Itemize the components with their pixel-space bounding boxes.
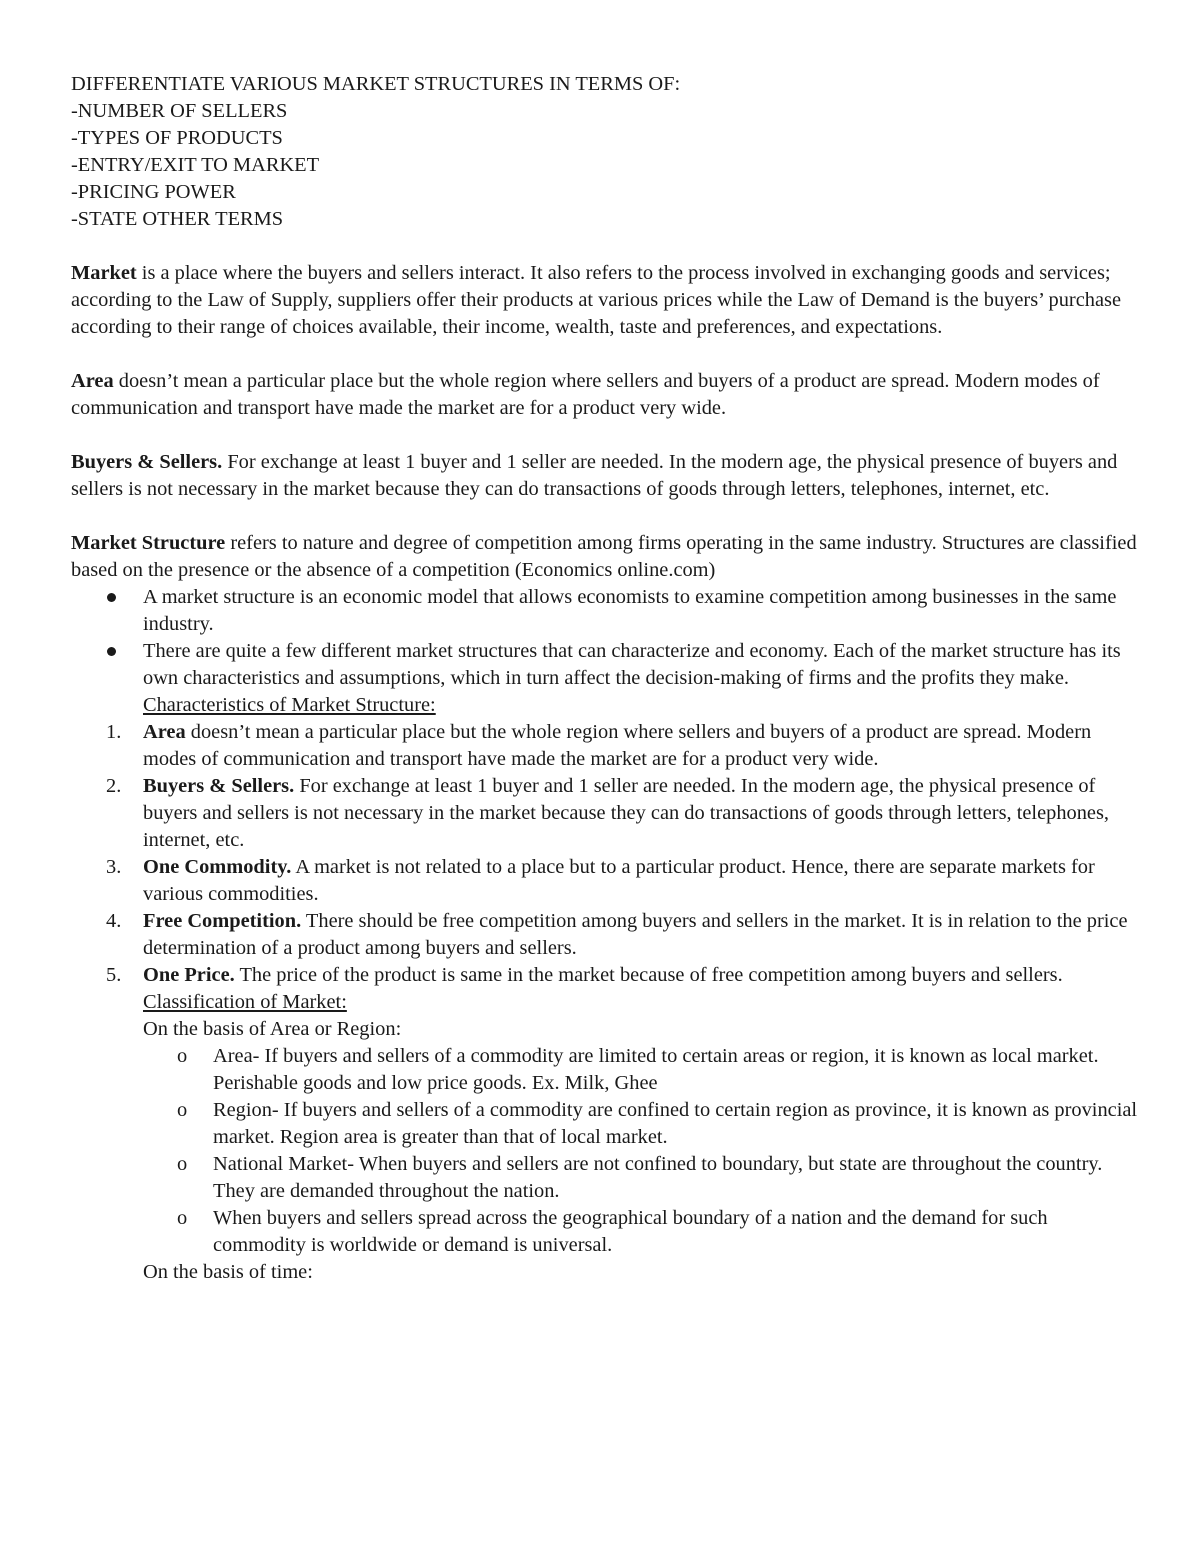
classification-item: o When buyers and sellers spread across the geographical boundary of a nation and the demand for such commodity is worldwide or demand is universal. — [177, 1207, 1048, 1256]
market-term: Market — [71, 262, 137, 284]
market-structure-term: Market Structure — [71, 532, 226, 554]
area-term: Area — [71, 370, 114, 392]
market-structure-paragraph — [71, 530, 1140, 584]
header-block — [71, 71, 1140, 233]
buyers-sellers-term: Buyers & Sellers. — [71, 451, 223, 473]
basis-time-label: On the basis of time: — [143, 1261, 313, 1283]
bullet-item: A market structure is an economic model that allows economists to examine competition among businesses in the same industry. — [71, 584, 1140, 638]
characteristics-item: 3. One Commodity. A market is not related to a place but to a particular product. Hence, there are separate markets for various commodities. — [106, 856, 1095, 905]
buyers-sellers-paragraph — [71, 449, 1140, 503]
header-item: -ENTRY/EXIT TO MARKET — [71, 154, 320, 176]
circle-bullet-icon: o — [177, 1045, 188, 1067]
characteristics-heading: Characteristics of Market Structure: — [143, 694, 436, 716]
circle-bullet-icon: o — [177, 1207, 188, 1229]
classification-list — [71, 1043, 1140, 1259]
document-title: DIFFERENTIATE VARIOUS MARKET STRUCTURES IN TERMS OF: — [71, 73, 681, 95]
characteristics-item: 5. One Price. The price of the product is same in the market because of free competition among buyers and sellers. — [106, 964, 1063, 986]
area-paragraph — [71, 368, 1140, 422]
classification-heading: Classification of Market: — [143, 991, 347, 1013]
classification-item: o National Market- When buyers and sellers are not confined to boundary, but state are throughout the country. They are demanded throughout the nation. — [177, 1153, 1103, 1202]
classification-item: o Area- If buyers and sellers of a commodity are limited to certain areas or region, it is known as local market. Perishable goods and low price goods. Ex. Milk, Ghee — [177, 1045, 1099, 1094]
circle-bullet-icon: o — [177, 1153, 188, 1175]
characteristics-item: 1. Area doesn’t mean a particular place but the whole region where sellers and buyers of a product are spread. Modern modes of communication and transport have made the market are for a product very wide. — [106, 721, 1092, 770]
bullet-dot-icon — [107, 647, 116, 656]
classification-item: o Region- If buyers and sellers of a commodity are confined to certain region as province, it is known as provincial market. Region area is greater than that of local market. — [177, 1099, 1138, 1148]
buyers-sellers-text: For exchange at least 1 buyer and 1 seller are needed. In the modern age, the physical presence of buyers and sellers is not necessary in the market because they can do transactions of goods through letters, telephones, internet, etc. — [71, 451, 1118, 500]
header-item: -NUMBER OF SELLERS — [71, 100, 288, 122]
header-item: -TYPES OF PRODUCTS — [71, 127, 283, 149]
circle-bullet-icon: o — [177, 1099, 188, 1121]
header-item: -STATE OTHER TERMS — [71, 208, 284, 230]
characteristics-list — [71, 719, 1140, 989]
market-paragraph — [71, 260, 1140, 341]
header-item: -PRICING POWER — [71, 181, 236, 203]
characteristics-item: 2. Buyers & Sellers. For exchange at least 1 buyer and 1 seller are needed. In the modern age, the physical presence of buyers and sellers is not necessary in the market because they can do transactions of goods through letters, telephones, internet, etc. — [106, 775, 1110, 851]
basis-area-label: On the basis of Area or Region: — [143, 1018, 402, 1040]
market-text: is a place where the buyers and sellers interact. It also refers to the process involved in exchanging goods and services; according to the Law of Supply, suppliers offer their products at various prices while the Law of Demand is the buyers’ purchase according to their range of choices available, their income, wealth, taste and preferences, and expectations. — [71, 262, 1121, 338]
market-structure-text: refers to nature and degree of competition among firms operating in the same industry. Structures are classified based on the presence or the absence of a competition (Economics online.com) — [71, 532, 1137, 581]
bullet-dot-icon — [107, 593, 116, 602]
area-text: doesn’t mean a particular place but the whole region where sellers and buyers of a product are spread. Modern modes of communication and transport have made the market are for a product very wide. — [71, 370, 1100, 419]
bullet-item: There are quite a few different market structures that can characterize and economy. Each of the market structure has its own characteristics and assumptions, which in turn affect the decision-making of firms and the profits they make. — [71, 638, 1140, 692]
market-structure-bullets — [71, 584, 1140, 692]
characteristics-item: 4. Free Competition. There should be free competition among buyers and sellers in the market. It is in relation to the price determination of a product among buyers and sellers. — [106, 910, 1128, 959]
